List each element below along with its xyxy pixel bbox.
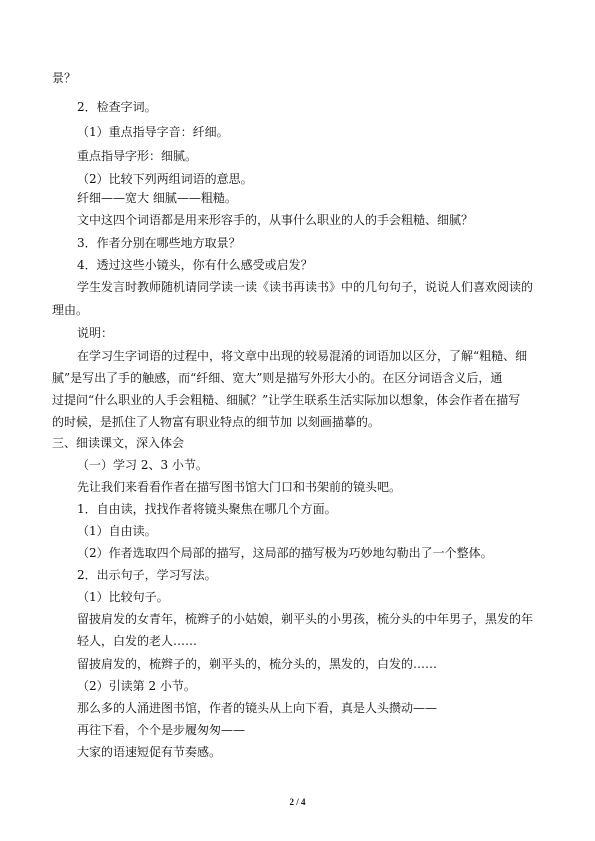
text-line: 重点指导字形：细腻。 [77, 149, 198, 163]
page-number: 2 / 4 [289, 797, 306, 807]
text-line: 2．检查字词。 [77, 100, 157, 114]
text-line: 4．透过这些小镜头，你有什么感受或启发？ [77, 258, 313, 272]
text-line: 景？ [52, 71, 77, 85]
text-line: （2）引读第 2 小节。 [77, 679, 196, 693]
text-line: （1）自由读。 [77, 524, 157, 538]
text-line: （2）作者选取四个局部的描写，这局部的描写极为巧妙地勾勒出了一个整体。 [77, 546, 493, 560]
text-line: 先让我们来看看作者在描写图书馆大门口和书架前的镜头吧。 [77, 480, 402, 494]
text-line: （一）学习 2、3 小节。 [77, 458, 208, 472]
text-line: 2．出示句子，学习写法。 [77, 568, 217, 582]
text-line: （1）比较句子。 [77, 590, 169, 604]
text-line: （1）重点指导字音：纤细。 [77, 125, 229, 139]
section-heading: 三、细读课文，深入体会 [52, 436, 185, 450]
text-line: 大家的语速短促有节奏感。 [77, 745, 222, 759]
text-line: 3．作者分别在哪些地方取景？ [77, 236, 241, 250]
text-line: 再往下看，个个是步履匆匆—— [77, 723, 246, 737]
text-line: 说明： [77, 326, 114, 340]
text-line: 在学习生字词语的过程中，将文章中出现的较易混淆的词语加以区分，了解“粗糙、细 [77, 349, 528, 363]
text-line: 那么多的人涌进图书馆，作者的镜头从上向下看，真是人头攒动—— [77, 701, 438, 715]
text-line: 过提问“什么职业的人手会粗糙、细腻？”让学生联系生活实际加以想象，体会作者在描写 [52, 393, 521, 407]
text-line: 理由。 [52, 303, 89, 317]
text-line: 学生发言时教师随机请同学读一读《读书再读书》中的几句句子，说说人们喜欢阅读的 [77, 280, 534, 294]
text-line: 腻”是写出了手的触感，而“纤细、宽大”则是描写外形大小的。在区分词语含义后，通 [52, 371, 503, 385]
text-line: 轻人，白发的老人…… [77, 634, 198, 648]
text-line: 纤细——宽大 细腻——粗糙。 [77, 191, 237, 205]
text-line: （2）比较下列两组词语的意思。 [77, 172, 253, 186]
text-line: 文中这四个词语都是用来形容手的，从事什么职业的人的手会粗糙、细腻？ [77, 213, 474, 227]
text-line: 留披肩发的女青年，梳辫子的小姑娘，剃平头的小男孩，梳分头的中年男子，黑发的年 [77, 612, 534, 626]
text-line: 的时候，是抓住了人物富有职业特点的细节加 以刻画描摹的。 [52, 415, 380, 429]
text-line: 1．自由读，找找作者将镜头聚焦在哪几个方面。 [77, 502, 337, 516]
text-line: 留披肩发的，梳辫子的，剃平头的，梳分头的，黑发的，白发的…… [77, 657, 438, 671]
